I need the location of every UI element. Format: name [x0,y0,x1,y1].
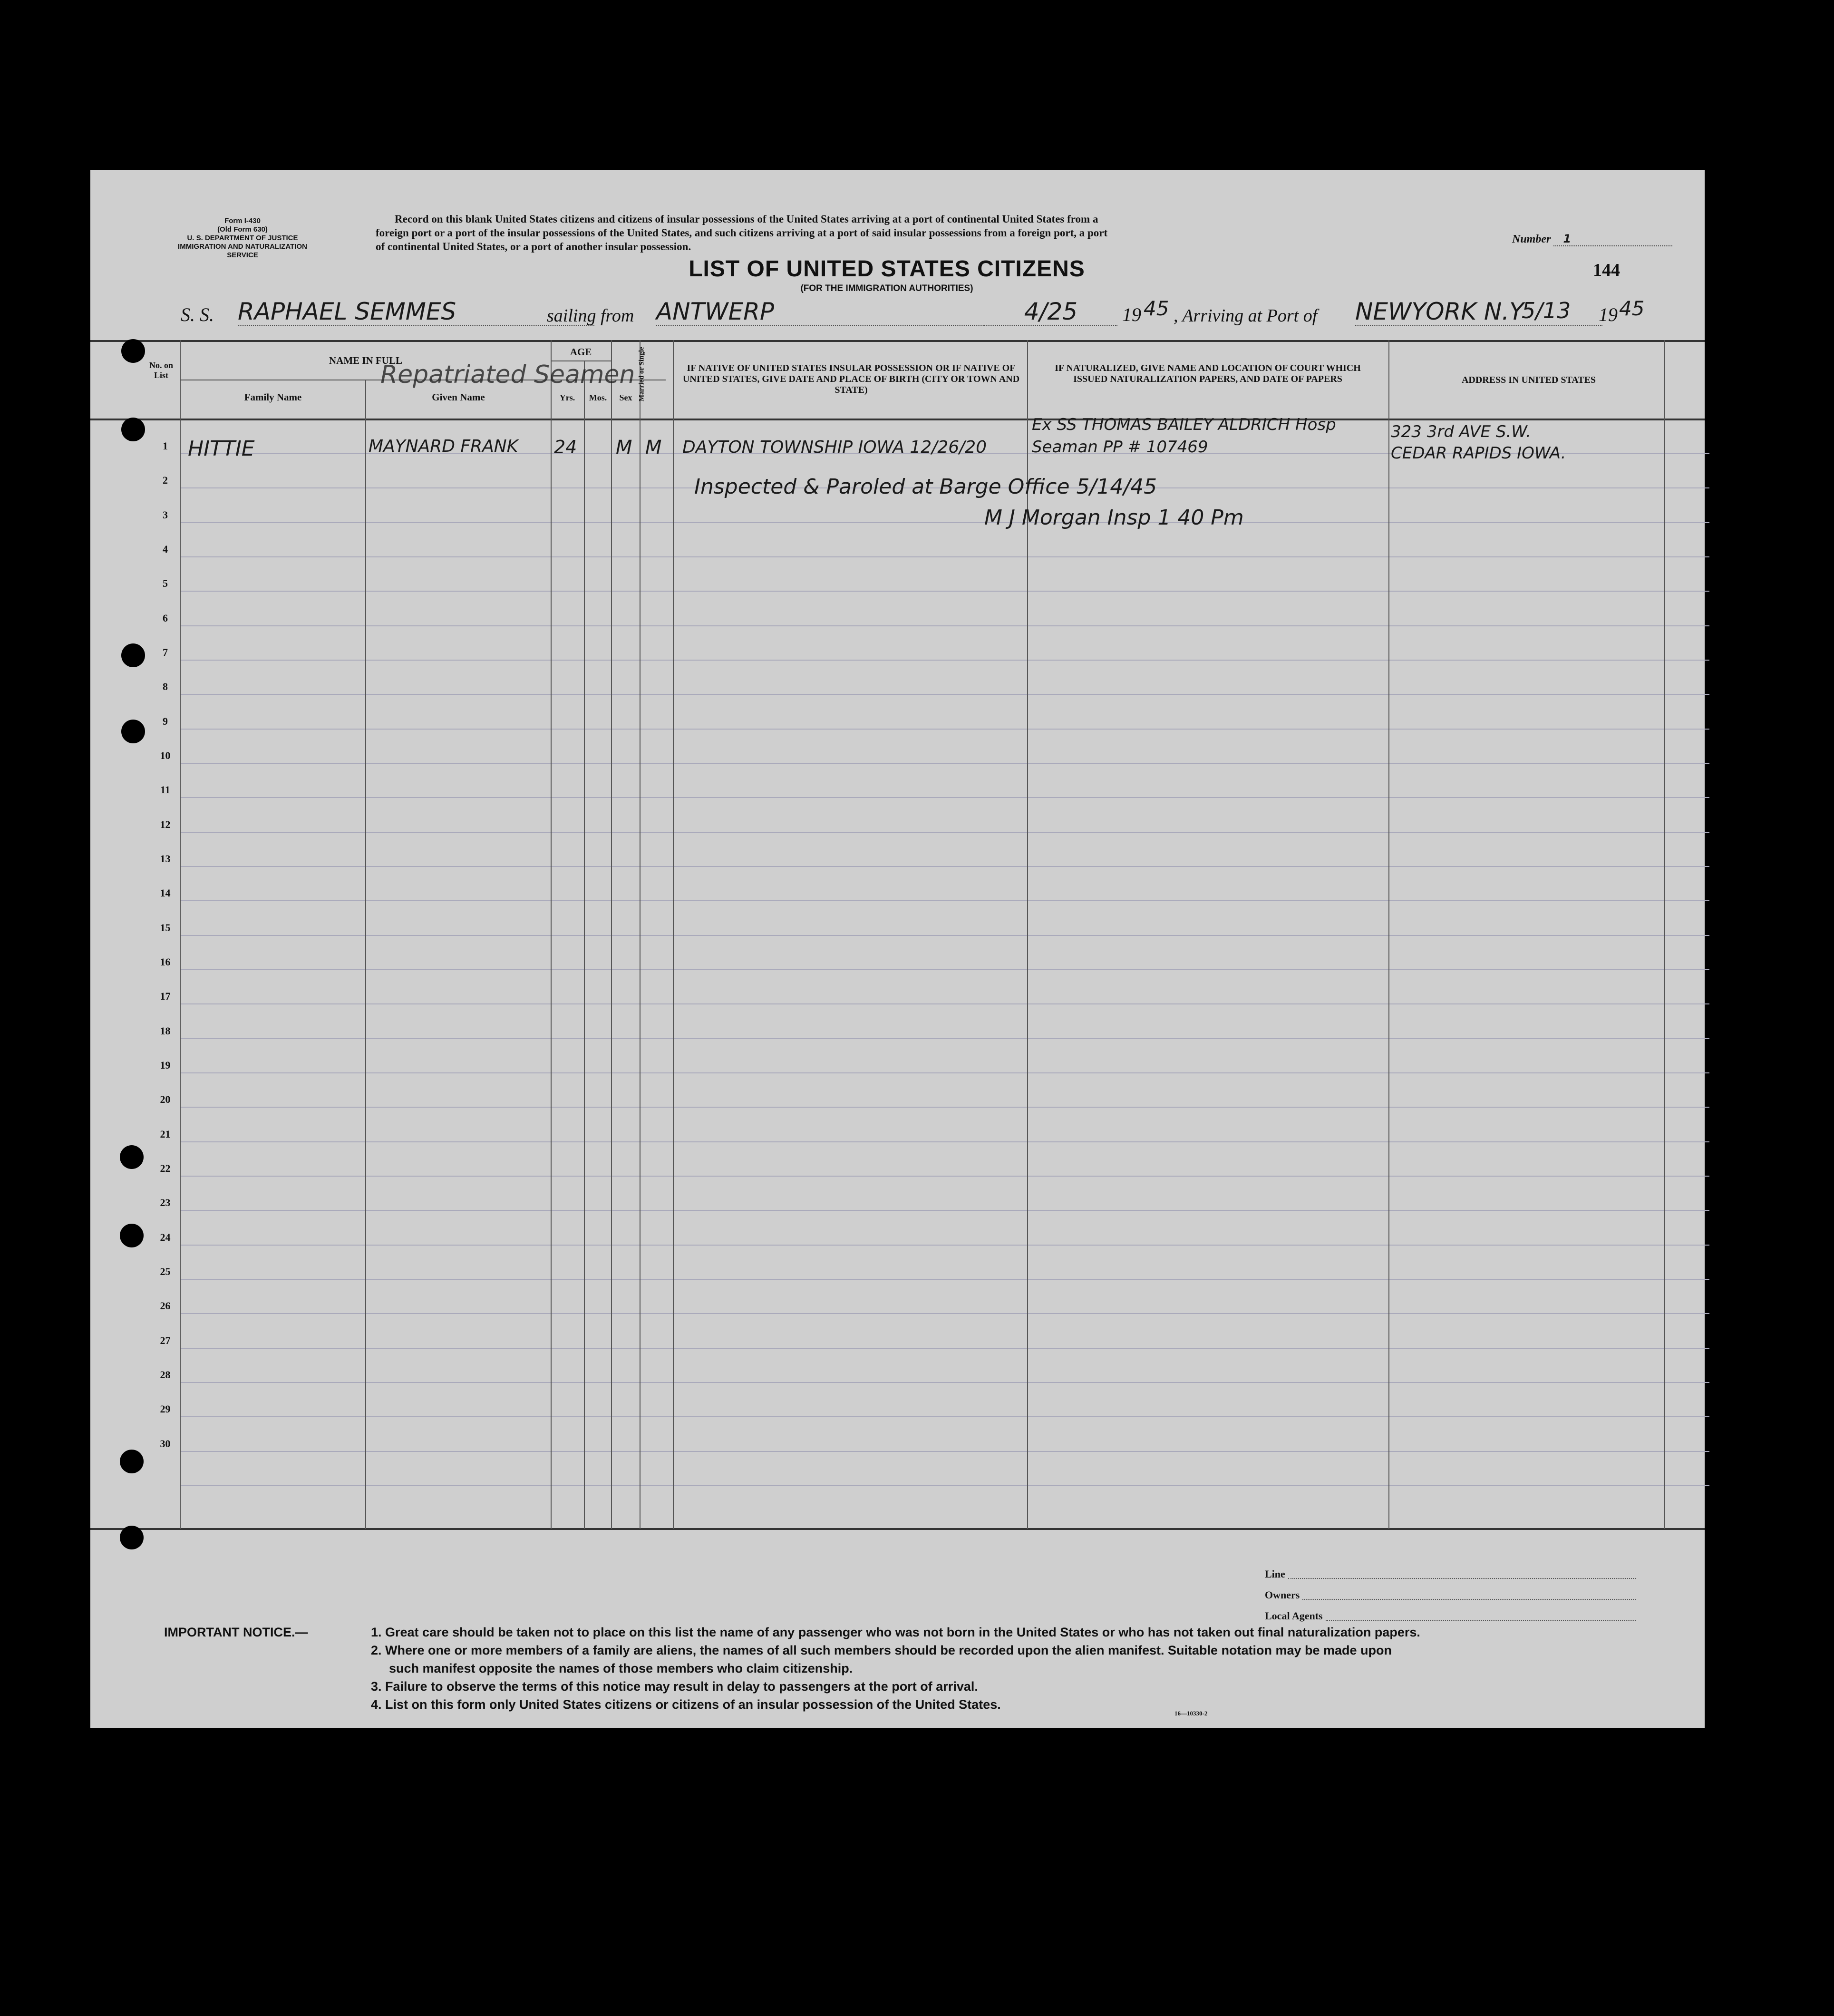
print-code: 16—10330-2 [1174,1710,1208,1717]
row-number: 1 [163,440,168,452]
punch-hole [121,720,145,743]
row-number: 19 [160,1059,171,1071]
row-number: 16 [160,956,171,968]
row-number: 8 [163,681,168,692]
form-number: Form I-430 [224,217,261,225]
punch-hole [120,1145,144,1169]
punch-hole [121,643,145,667]
notice-title: IMPORTANT NOTICE.— [164,1625,308,1639]
number-field: Number 1 [1512,232,1672,246]
entry-age-years: 24 [554,437,577,458]
row-number: 27 [160,1334,171,1346]
arrival-year: 45 [1619,297,1645,320]
number-value: 1 [1553,232,1672,246]
instructions: Record on this blank United States citizens and citizens of insular possessions of the United States arriving at a port of continental United States from a foreign port or a port of the insular possessions of the United States, and such citizens arriving at a port of said insular possessions from a foreign port, a port of continental United States, or a port of another insular possession. [376,213,1108,253]
arriving-label: , Arriving at Port of [1174,306,1318,326]
departure-date: 4/25 [984,298,1117,326]
inspector-signature: M J Morgan Insp 1 40 Pm [984,506,1244,530]
row-number: 7 [163,646,168,658]
row-number: 17 [160,990,171,1002]
repatriated-annotation: Repatriated Seamen [380,360,635,389]
departure-port: ANTWERP [656,298,984,326]
inspection-note: Inspected & Paroled at Barge Office 5/14/45 [694,475,1157,499]
form-id-block [176,217,309,260]
punch-hole [121,418,145,441]
old-form-number: (Old Form 630) [217,225,268,234]
entry-naturalization-1: Ex SS THOMAS BAILEY ALDRICH Hosp [1032,415,1336,434]
year-prefix-1: 19 [1122,304,1141,325]
col-given-name: Given Name [432,391,485,403]
row-number: 26 [160,1300,171,1312]
entry-naturalization-2: Seaman PP # 107469 [1032,438,1208,457]
row-number: 29 [160,1403,171,1415]
row-number: 18 [160,1025,171,1037]
row-number: 9 [163,715,168,727]
ss-label: S. S. [181,304,214,325]
punch-hole [120,1450,144,1473]
owners-label: Owners [1265,1589,1300,1601]
col-family-name: Family Name [244,391,302,403]
row-number: 2 [163,474,168,486]
local-agents-label: Local Agents [1265,1610,1323,1622]
entry-family-name: HITTIE [188,437,255,461]
col-no-on-list: No. on List [149,360,173,380]
service: IMMIGRATION AND NATURALIZATION SERVICE [178,243,307,259]
notice-item-1: 1. Great care should be taken not to place on this list the name of any passenger who was not born in the United States or who has not taken out final naturalization papers. [371,1625,1420,1639]
row-number: 25 [160,1266,171,1277]
row-number: 12 [160,818,171,830]
notice-item-3: 3. Failure to observe the terms of this notice may result in delay to passengers at the port of arrival. [371,1679,978,1694]
row-number: 24 [160,1231,171,1243]
page-subtitle: (FOR THE IMMIGRATION AUTHORITIES) [800,283,973,293]
header-bottom-rule [90,419,1705,420]
page-stamp: 144 [1593,260,1620,280]
department: U. S. DEPARTMENT OF JUSTICE [187,234,298,242]
col-age-mos: Mos. [589,393,607,402]
punch-hole [121,339,145,363]
table-top-rule [90,340,1705,342]
line-label: Line [1265,1568,1285,1580]
row-number: 28 [160,1369,171,1381]
row-number: 11 [160,784,170,796]
col-sex: Sex [619,393,632,402]
row-number: 15 [160,922,171,934]
col-address: ADDRESS IN UNITED STATES [1461,375,1596,385]
row-number: 30 [160,1438,171,1450]
manifest-sheet [90,170,1705,1728]
notice-list [371,1623,1683,1714]
col-birth: IF NATIVE OF UNITED STATES INSULAR POSSESSION OR IF NATIVE OF UNITED STATES, GIVE DATE AND PLACE OF BIRTH (CITY OR TOWN AND STATE) [682,363,1020,395]
page-title: LIST OF UNITED STATES CITIZENS [689,256,1085,282]
row-number: 23 [160,1197,171,1208]
year-prefix-2: 19 [1599,304,1618,325]
col-age: AGE [570,346,592,358]
col-age-yrs: Yrs. [559,393,575,402]
entry-given-name: MAYNARD FRANK [369,437,518,456]
row-number: 10 [160,750,171,761]
entry-birth: DAYTON TOWNSHIP IOWA 12/26/20 [682,438,987,457]
table-bottom-rule [90,1528,1705,1530]
arrival-port: NEWYORK N.Y [1355,298,1602,326]
sailing-label: sailing from [547,306,634,326]
entry-address-1: 323 3rd AVE S.W. [1391,422,1531,441]
entry-marital-status: M [645,437,662,458]
entry-sex: M [616,437,632,458]
punch-hole [120,1526,144,1549]
notice-item-2: 2. Where one or more members of a family are aliens, the names of all such members should be recorded upon the alien manifest. Suitable notation may be made upon [371,1643,1392,1657]
row-number: 14 [160,887,171,899]
arrival-date: 5/13 [1522,298,1571,323]
row-number: 6 [163,612,168,624]
row-number: 22 [160,1162,171,1174]
ship-name: RAPHAEL SEMMES [238,298,594,326]
row-number: 21 [160,1128,171,1140]
departure-year: 45 [1144,297,1169,320]
row-number: 3 [163,509,168,521]
notice-item-2-cont: such manifest opposite the names of those members who claim citizenship. [389,1661,853,1675]
col-married-single: Married or Single [638,347,646,401]
punch-hole [120,1224,144,1247]
row-number: 13 [160,853,171,865]
row-number: 4 [163,543,168,555]
row-number: 5 [163,577,168,589]
col-naturalized: IF NATURALIZED, GIVE NAME AND LOCATION OF COURT WHICH ISSUED NATURALIZATION PAPERS, AND DATE OF PAPERS [1055,363,1361,384]
entry-address-2: CEDAR RAPIDS IOWA. [1391,444,1566,463]
notice-item-4: 4. List on this form only United States citizens or citizens of an insular possession of the United States. [371,1697,1001,1712]
row-number: 20 [160,1093,171,1105]
agent-fields [1265,1564,1636,1626]
col-name-in-full: NAME IN FULL [329,355,402,366]
